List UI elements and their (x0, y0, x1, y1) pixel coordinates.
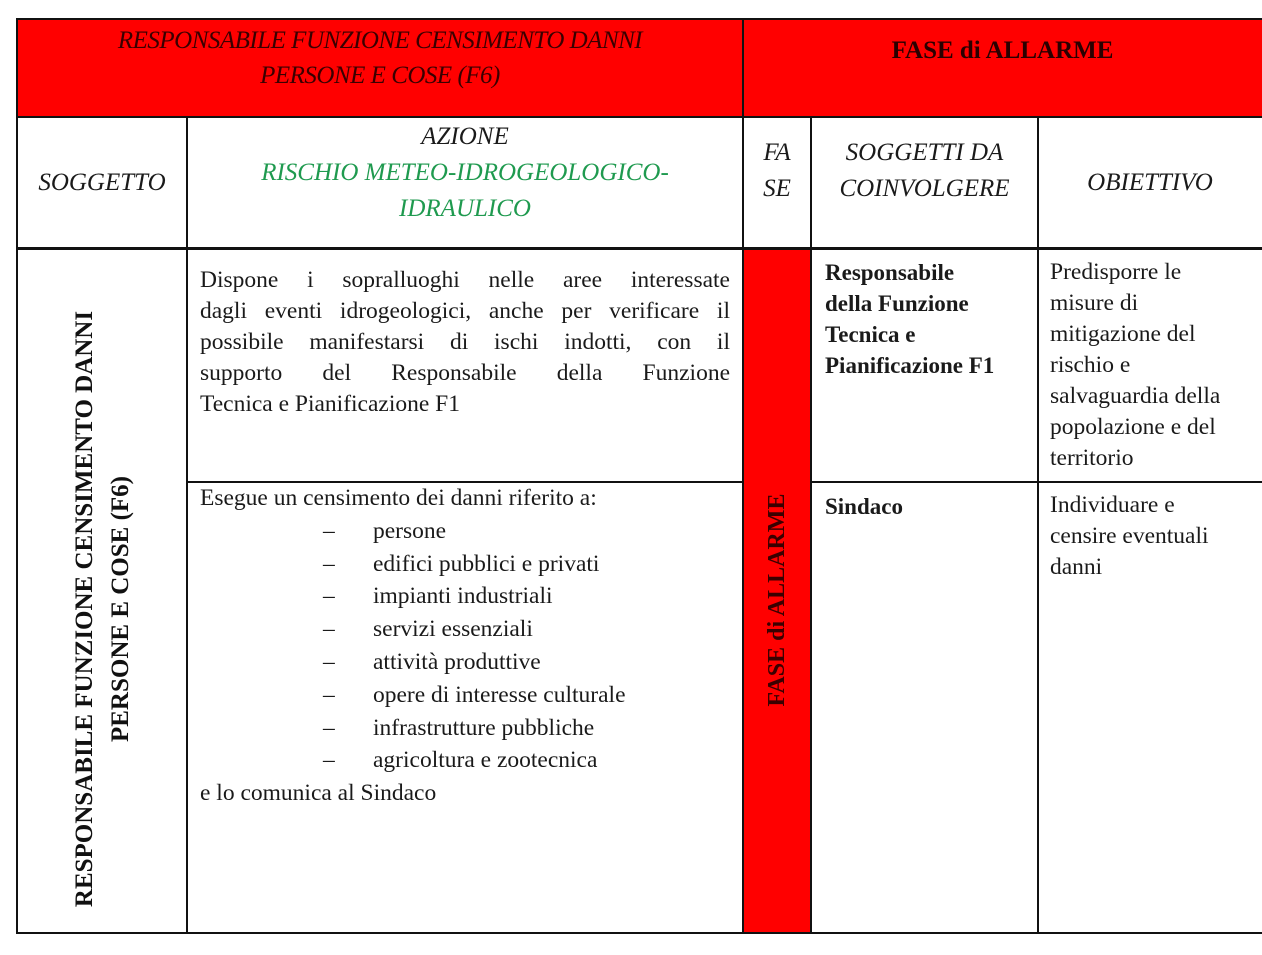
obiettivo-line: danni (1050, 554, 1103, 580)
col-header-soggetto (17, 117, 187, 248)
dash-bullet: – (323, 616, 335, 643)
soggetti-line: Tecnica e (825, 322, 916, 347)
obiettivo-line: mitigazione del (1050, 321, 1196, 347)
list-item-text: opere di interesse culturale (373, 681, 626, 708)
rischio-label-1: RISCHIO METEO-IDROGEOLOGICO- (261, 159, 669, 186)
list-item (200, 744, 730, 777)
list-item-text: attività produttive (373, 648, 541, 675)
obiettivo-line: misure di (1050, 290, 1139, 316)
azione-intro: Esegue un censimento dei danni riferito a: (200, 485, 597, 511)
fase-label-2: SE (763, 175, 791, 202)
fase-vertical-label: FASE di ALLARME (764, 493, 790, 707)
border-col-3 (810, 117, 812, 934)
col-header-obiettivo (1038, 117, 1262, 248)
obiettivo-line: Individuare e (1050, 492, 1175, 518)
col-header-soggetti (811, 117, 1038, 248)
list-item-text: edifici pubblici e privati (373, 550, 600, 577)
list-item (200, 679, 730, 712)
fase-vertical (759, 450, 795, 750)
border-left (16, 18, 18, 934)
list-item (200, 580, 730, 613)
obiettivo-line: Predisporre le (1050, 259, 1182, 285)
list-item-text: agricoltura e zootecnica (373, 747, 598, 774)
border-col-2 (742, 18, 744, 934)
col-header-fase (743, 117, 811, 248)
list-item-text: impianti industriali (373, 583, 553, 610)
dash-bullet: – (323, 517, 335, 544)
border-top (17, 18, 1262, 20)
list-item-text: infrastrutture pubbliche (373, 714, 595, 741)
phase-title: FASE di ALLARME (891, 37, 1114, 64)
dash-bullet: – (323, 583, 335, 610)
row1-soggetti (825, 257, 1035, 381)
soggetti-label-2: COINVOLGERE (839, 175, 1010, 202)
soggetti-line: Responsabile (825, 260, 955, 285)
border-header-bottom (17, 116, 1262, 118)
dash-bullet: – (323, 648, 335, 675)
list-item (200, 515, 730, 548)
rischio-label-2: IDRAULICO (399, 195, 531, 222)
azione-line: Tecnica e Pianificazione F1 (200, 391, 461, 417)
azione-outro: e lo comunica al Sindaco (200, 780, 437, 807)
dash-bullet: – (323, 681, 335, 708)
obiettivo-line: popolazione e del (1050, 414, 1216, 440)
fase-label-1: FA (763, 139, 791, 166)
soggetti-label-1: SOGGETTI DA (845, 139, 1004, 166)
dash-bullet: – (323, 714, 335, 741)
dash-bullet: – (323, 747, 335, 774)
border-col-4 (1037, 117, 1039, 934)
soggetti-line: della Funzione (825, 291, 969, 316)
soggetti-line: Pianificazione F1 (825, 353, 995, 378)
row2-soggetti (825, 491, 1035, 522)
azione-line: Dispone i sopralluoghi nelle aree interessate (200, 267, 730, 293)
border-bottom (17, 932, 1262, 934)
azione-line: dagli eventi idrogeologici, anche per verificare il (200, 298, 730, 324)
col-header-azione (187, 117, 743, 248)
row1-azione (200, 265, 730, 420)
obiettivo-line: territorio (1050, 445, 1134, 471)
soggetto-vertical (67, 267, 139, 951)
title-line-2: PERSONE E COSE (F6) (260, 62, 500, 89)
soggetto-vertical-line-2: PERSONE E COSE (F6) (107, 476, 134, 743)
row1-obiettivo (1050, 257, 1262, 474)
border-col-1 (186, 117, 188, 934)
dash-bullet: – (323, 550, 335, 577)
title-line-1: RESPONSABILE FUNZIONE CENSIMENTO DANNI (117, 27, 643, 54)
list-item (200, 613, 730, 646)
obiettivo-label: OBIETTIVO (1087, 168, 1213, 196)
list-item (200, 712, 730, 745)
obiettivo-line: salvaguardia della (1050, 383, 1221, 409)
azione-label: AZIONE (421, 123, 509, 150)
row2-obiettivo (1050, 490, 1262, 583)
obiettivo-line: rischio e (1050, 352, 1131, 378)
list-item-text: servizi essenziali (373, 616, 533, 643)
list-item-text: persone (373, 517, 447, 544)
azione-line: supporto del Responsabile della Funzione (200, 360, 730, 386)
soggetti-line: Sindaco (825, 494, 903, 519)
soggetto-label: SOGGETTO (38, 168, 166, 196)
soggetto-vertical-line-1: RESPONSABILE FUNZIONE CENSIMENTO DANNI (71, 310, 98, 908)
list-item (200, 548, 730, 581)
obiettivo-line: censire eventuali (1050, 523, 1209, 549)
azione-line: possibile manifestarsi di ischi indotti, con il (200, 329, 730, 355)
row2-azione (200, 482, 730, 810)
list-item (200, 646, 730, 679)
border-row-split-left (187, 481, 743, 483)
table-title (17, 19, 743, 117)
border-colhead-bottom (17, 247, 1262, 250)
